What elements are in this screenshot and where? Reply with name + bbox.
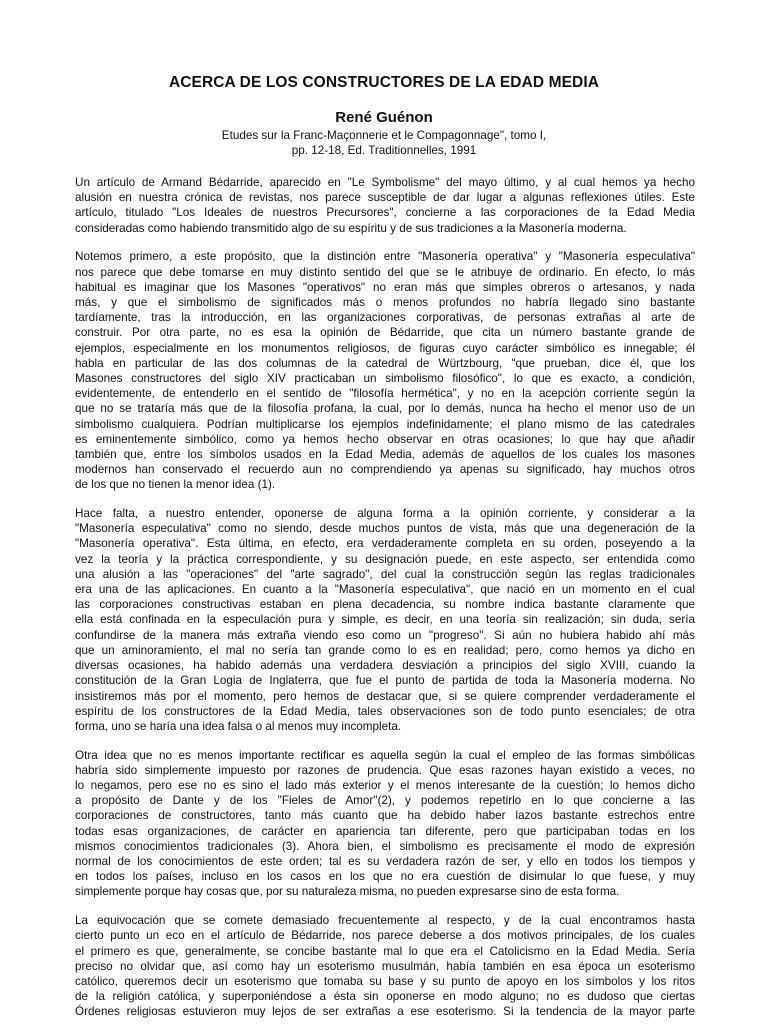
text-line: constitución de la Gran Logia de Inglaterra, que fue el punto de partida de toda la Masonería moderna. No (75, 674, 695, 688)
text-line: Órdenes religiosas estuvieron muy lejos de ser extrañas a ese esoterismo. Si la tendencia de la mayor parte (75, 1005, 695, 1019)
paragraph (75, 748, 695, 900)
source-line: pp. 12-18, Ed. Traditionnelles, 1991 (291, 144, 477, 158)
text-line: habla en particular de las dos columnas de la catedral de Würtzbourg, "que prueban, dice él, que los (75, 356, 695, 370)
document-body (75, 175, 695, 1024)
text-line: Masones constructores del siglo XIV practicaban un simbolismo filosófico", lo que es exacto, a condición, (75, 371, 695, 385)
text-line: espíritu de los constructores de la Edad Media, tales observaciones son de todo punto esenciales; de otra (75, 704, 695, 718)
text-line: Hace falta, a nuestro entender, oponerse de alguna forma a la opinión corriente, y considerar a la (75, 507, 695, 521)
text-line: nos parece que debe tomarse en muy distinto sentido del que se le atribuye de ordinario. En efecto, lo más (75, 265, 695, 279)
text-line: La equivocación que se comete demasiado frecuentemente al respecto, y de la cual encontramos hasta (75, 914, 695, 928)
text-line: diversas ocasiones, ha habido además una verdadera desviación a principios del siglo XVIII, cuando la (75, 659, 695, 673)
text-line: era una de las aplicaciones. En cuanto a la "Masonería especulativa", que nació en un momento en el cual (75, 583, 695, 597)
text-line: de los que no tienen la menor idea (1). (75, 478, 276, 492)
text-line: que no se trataría más que de la filosofía profana, la cual, por lo demás, nunca ha hecho el menor uso de un (75, 402, 695, 416)
document-author: René Guénon (335, 109, 433, 126)
text-line: las corporaciones constructivas estaban en plena decadencia, su nombre indica bastante claramente que (75, 598, 695, 612)
text-line: artículo, titulado "Los Ideales de nuestros Precursores", concierne a las corporaciones de la Edad Media (75, 206, 695, 220)
text-line: todas esas organizaciones, de carácter en apariencia tan diferente, pero que participaban todas en los (75, 824, 695, 838)
text-line: a propósito de Dante y de los "Fieles de Amor"(2), y podemos repetirlo en lo que concierne a las (75, 794, 695, 808)
text-line: una alusión a las "operaciones" del "arte sagrado", del cual la construcción según las reglas tradicionales (75, 567, 695, 581)
text-line: simplemente porque hay cosas que, por su naturaleza misma, no pueden expresarse sino de esta forma. (75, 885, 620, 899)
text-line: católico, queremos decir un esoterismo que tomaba su base y su punto de apoyo en los símbolos y los ritos (75, 974, 695, 988)
text-line: "Masonería operativa". Esta última, en efecto, era verdaderamente completa en su orden, poseyendo a la (75, 537, 695, 551)
text-line: habría sido simplemente impuesto por razones de prudencia. Que esas razones hayan existido a veces, no (75, 763, 695, 777)
source-citation (0, 128, 768, 158)
text-line: evidentemente, de entenderlo en el sentido de "filosofía hermética", y no en la acepción corriente según la (75, 387, 695, 401)
text-line: vez la teoría y la práctica correspondiente, y su designación puede, en este aspecto, ser entendida como (75, 552, 695, 566)
text-line: consideradas como habiendo transmitido algo de su espíritu y de sus tradiciones a la Masonería moderna. (75, 221, 627, 235)
text-line: insistiremos más por el momento, pero hemos de destacar que, si se quiere comprender verdaderamente el (75, 689, 695, 703)
document-title: ACERCA DE LOS CONSTRUCTORES DE LA EDAD MEDIA (168, 74, 600, 91)
text-line: preciso no olvidar que, así como hay un esoterismo musulmán, había también en esa época un esoterismo (75, 959, 695, 973)
text-line: confundirse de la manera más extraña viendo eso como un "progreso". Si aún no hubiera habido ahí más (75, 628, 695, 642)
text-line: es eminentemente simbólico, como ya hemos hecho observar en otras ocasiones; lo que hay que añadir (75, 432, 695, 446)
text-line: el primero es que, generalmente, se concibe bastante mal lo que era el Catolicismo en la Edad Media. Sería (75, 944, 695, 958)
text-line: más, y que el simbolismo de significados más o menos profundos no habría llegado sino bastante (75, 295, 695, 309)
text-line: construir. Por otra parte, no es esa la opinión de Bédarride, que cita un número bastante grande de (75, 326, 695, 340)
text-line: Un artículo de Armand Bédarride, aparecido en "Le Symbolisme" del mayo último, y al cual hemos ya hecho (75, 176, 695, 189)
text-line: modernos han conservado el recuerdo aun no comprendiendo ya apenas su significado, hay muchos otros (75, 463, 695, 477)
text-line: lo negamos, pero ese no es sino el lado más exterior y el menos interesante de la cuestión; lo hemos dicho (75, 779, 695, 793)
text-line: simbolismo cualquiera. Podrían multiplicarse los ejemplos indefinidamente; el plano mismo de las catedrales (75, 417, 695, 431)
text-line: cierto punto un eco en el artículo de Bédarride, nos parece deberse a dos motivos principales, de los cuales (75, 929, 695, 943)
text-line: que un aminoramiento, el mal no sería tan grande como lo es en realidad; pero, como hemos ya dicho en (75, 643, 695, 657)
text-line: Notemos primero, a este propósito, que la distinción entre "Masonería operativa" y "Masonería especulativa" (75, 250, 695, 264)
paragraph (75, 913, 695, 1019)
text-line: de la religión católica, y superponiéndose a ésta sin oponerse en modo alguno; no es dudoso que ciertas (75, 990, 695, 1004)
paragraph (75, 249, 695, 492)
text-line: tardíamente, tras la introducción, en las organizaciones corporativas, de personas extrañas al arte de (75, 311, 695, 325)
text-line: alusión en nuestra crónica de revistas, nos parece susceptible de dar lugar a algunas reflexiones útiles. Este (75, 191, 695, 205)
text-line: en todos los países, incluso en los casos en los que no era cuestión de disimular lo que fuese, y muy (75, 870, 695, 884)
paragraph (75, 175, 695, 236)
text-line: ella está confinada en la especulación pura y simple, es decir, en una teoría sin realización; sin duda, sería (75, 613, 695, 627)
text-line: corporaciones de constructores, tanto más cuanto que ha debido haber lazos bastante estrechos entre (75, 809, 695, 823)
text-line: normal de los conocimientos de este orden; tal es su verdadera razón de ser, y ello en todos los tiempos y (75, 855, 695, 869)
text-line: forma, uno se haría una idea falsa o al menos muy incompleta. (75, 719, 402, 733)
text-line: habitual es imaginar que los Masones "operativos" no eran más que simples obreros o artesanos, y nada (75, 280, 695, 294)
text-line: Otra idea que no es menos importante rectificar es aquella según la cual el empleo de las formas simbólicas (75, 748, 695, 762)
text-line: también que, entre los símbolos usados en la Edad Media, además de aquellos de los cuales los masones (75, 447, 695, 461)
paragraph (75, 506, 695, 734)
source-line: Etudes sur la Franc-Maçonnerie et le Compagonnage", tomo I, (221, 129, 547, 142)
text-line: "Masonería especulativa" como no siendo, desde muchos puntos de vista, más que una degeneración de la (75, 522, 695, 536)
text-line: ejemplos, especialmente en los monumentos religiosos, de figuras cuyo carácter simbólico es innegable; él (75, 341, 695, 355)
text-line: mismos conocimientos tradicionales (3). Ahora bien, el simbolismo es precisamente el modo de expresión (75, 839, 695, 853)
